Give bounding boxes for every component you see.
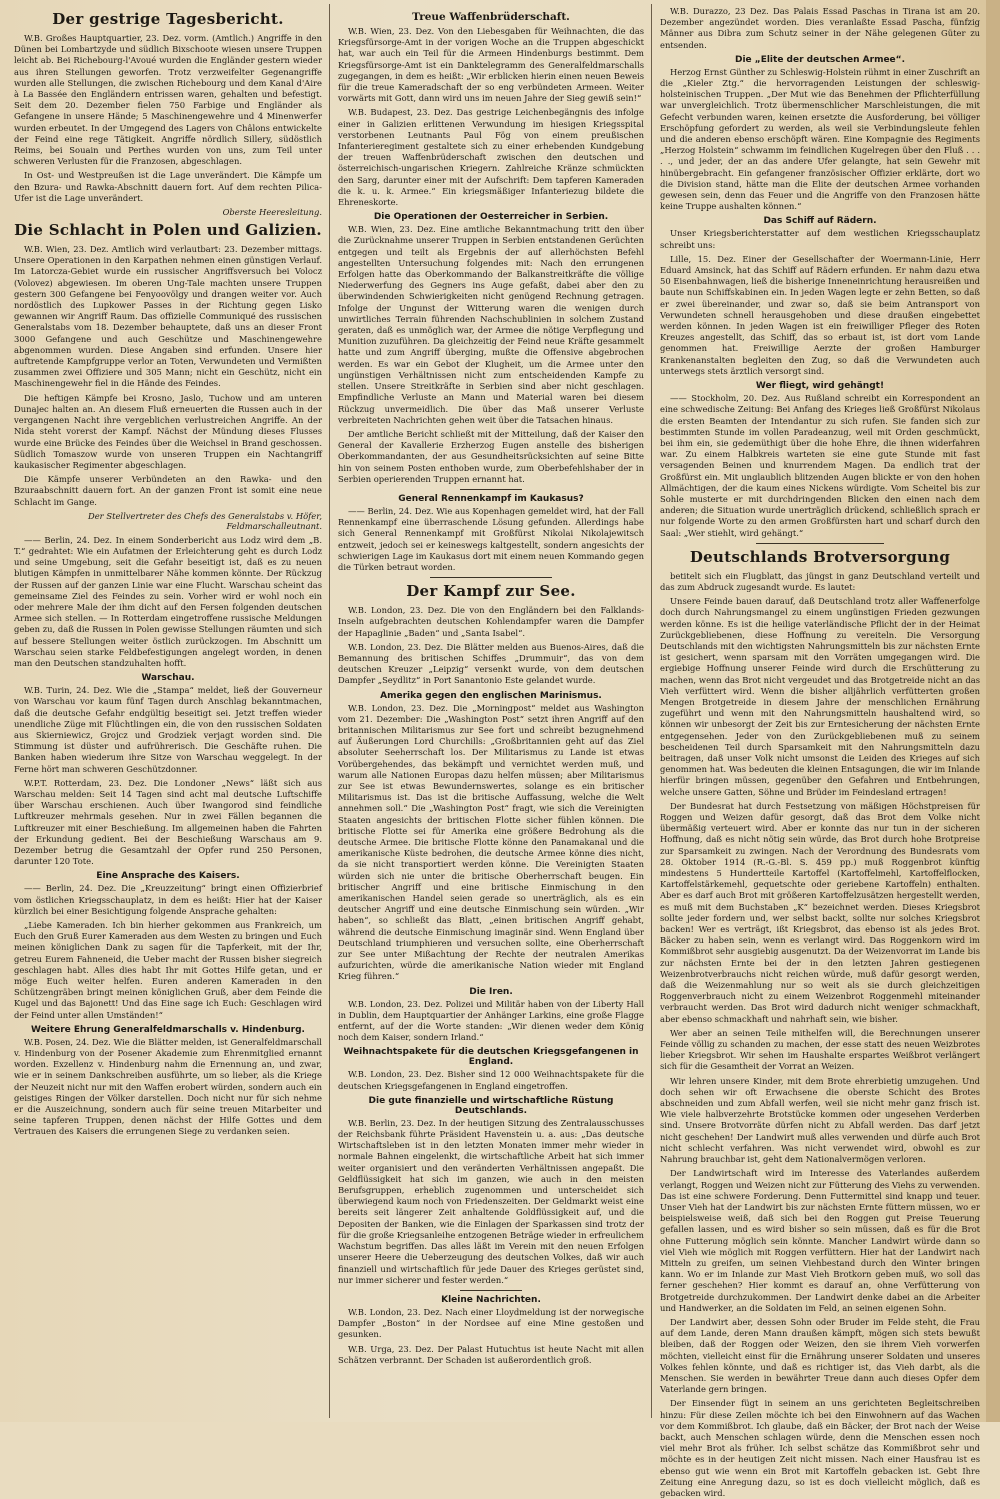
column-middle (338, 6, 644, 1418)
article-paragraph: W.B. Wien, 23. Dez. Eine amtliche Bekanntmachung tritt den über die Zurücknahme unserer Truppen in Serbien entstandenen Gerüchten entgegen und teilt als Ergebnis der auf allerhöchsten Befehl angestellten Untersuchung folgendes mit: Nach den errungenen Erfolgen hatte das Oberkommando der Balkanstreitkräfte die völlige Niederwerfung des Gegners ins Auge gefaßt, dabei aber den zu überwindenden Schwierigkeiten nicht genügend Rechnung getragen. Infolge der Ungunst der Witterung waren die wenigen durch unwirtliches Terrain führenden Nachschublinien in solchem Zustand geraten, daß es unmöglich war, der Armee die nötige Verpflegung und Munition zuzuführen. Da gleichzeitig der Feind neue Kräfte gesammelt hatte und zum Angriff überging, mußte die Offensive abgebrochen werden. Es war ein Gebot der Klugheit, um die Armee unter den ungünstigen Verhältnissen nicht zum entscheidenden Kampfe zu stellen. Unsere Streitkräfte in Serbien sind aber nicht geschlagen. Empfindliche Verluste an Mann und Material waren bei diesem Rückzug unvermeidlich. Die über das Maß unserer Verluste verbreiteten Nachrichten gehen weit über die Tatsachen hinaus. (338, 224, 644, 425)
subheading-kleine-nachrichten: Kleine Nachrichten. (441, 1294, 541, 1305)
article-paragraph: W.B. Wien, 23. Dez. Von den Liebesgaben für Weihnachten, die das Kriegsfürsorge-Amt in der vorigen Woche an die Truppen abgeschickt hat, war auch ein Teil für die Armeen Hindenburgs bestimmt. Dem Kriegsfürsorge-Amt ist ein Danktelegramm des Generalfeldmarschalls zugegangen, in dem es heißt: „Wir erblicken hierin einen neuen Beweis für die treue Kameradschaft der so eng verbündeten Armeen. Weiter vorwärts mit Gott, dann wird uns im neuen Jahre der Sieg gewiß sein!“ (338, 26, 644, 104)
article-paragraph: Wir lehren unsere Kinder, mit dem Brote ehrerbietig umzugehen. Und doch sehen wir oft Erwachsene die oberste Schicht des Brotes abschneiden und zum Abfall werfen, weil sie nicht mehr ganz frisch ist. Wie viele halbverzehrte Brotstücke kommen oder ungesehen Verderben sind. Unsere Brotvorräte dürfen nicht zu Abfall werden. Das darf jetzt nicht geschehen! Der Landwirt muß alles verwenden und dürfe auch Brot nicht schlecht verfahren. Was nicht verwendet wird, obwohl es zur Nahrung brauchbar ist, geht dem Nationalvermögen verloren. (660, 1075, 980, 1165)
article-paragraph: Die heftigen Kämpfe bei Krosno, Jaslo, Tuchow und am unteren Dunajec halten an. An diesem Fluß erneuerten die Russen auch in der vergangenen Nacht ihre vergeblichen verlustreichen Angriffe. An der Nida steht vorerst der Kampf. Nächst der Mündung dieses Flusses wurde eine Brücke des Feindes über die Weichsel in Brand geschossen. Südlich Tomaszow wurde von unseren Truppen ein Nachtangriff kaukasischer Regimenter abgeschlagen. (14, 392, 322, 470)
subheading-elite: Die „Elite der deutschen Armee“. (734, 54, 905, 65)
headline-brotversorgung: Deutschlands Brotversorgung (689, 547, 951, 566)
article-paragraph: W.B. London, 23. Dez. Bisher sind 12 000 Weihnachtspakete für die deutschen Kriegsgefangenen in England eingetroffen. (338, 1069, 644, 1091)
subheading-gehaengt: Wer fliegt, wird gehängt! (755, 381, 885, 392)
headline-schlacht-polen: Die Schlacht in Polen und Galizien. (14, 221, 322, 240)
column-rule (651, 4, 652, 1418)
article-paragraph: Der Einsender fügt in seinem an uns gerichteten Begleitschreiben hinzu: Für diese Zeilen möchte ich bei den Einwohnern auf das Wachen vor dem Kommißbrot. Ich glaube, daß ein Bäcker, der Brot nach der Weise backt, auch Menschen schlagen würde, denn die Menschen essen noch viel mehr Brot als früher. Ich selbst schätze das Kommißbrot sehr und möchte es in der heutigen Zeit nicht missen. Nach einer Hausfrau ist es ebenso gut wie wenn ein Brot mit Kartoffeln gebacken ist. Gebt Ihre Zeitung eine Anregung dazu, so ist es doch vielleicht möglich, daß es gebacken wird. (660, 1398, 980, 1498)
article-paragraph: Die Kämpfe unserer Verbündeten an den Rawka- und den Bzuraabschnitt dauern fort. An der ganzen Front ist somit eine neue Schlacht im Gange. (14, 474, 322, 507)
subheading-schiff: Das Schiff auf Rädern. (763, 216, 877, 227)
signature: Der Stellvertreter des Chefs des Generalstabs v. Höfer, Feldmarschalleutnant. (88, 510, 322, 531)
signature: Oberste Heeresleitung. (222, 207, 322, 218)
article-paragraph: „Liebe Kameraden. Ich bin hierher gekommen aus Frankreich, um Euch den Gruß Eurer Kameraden aus dem Westen zu bringen und Euch meinen königlichen Dank zu sagen für die Tapferkeit, mit der Ihr, getreu Eurem Fahneneid, die Ueber macht der Russen bisher siegreich geschlagen habt. Alles dies habt Ihr mit Gottes Hilfe getan, und er möge Euch weiter helfen. Euren anderen Kameraden in den Schützengräben bringt meinen königlichen Gruß, aber dem Feinde die Kugel und das Bajonett! Und das Eine sage ich Euch: Geschlagen wird der Feind unter allen Umständen!“ (14, 920, 322, 1020)
headline-waffenbruederschaft: Treue Waffenbrüderschaft. (412, 11, 570, 23)
column-right (660, 6, 981, 1498)
article-paragraph: Lille, 15. Dez. Einer der Gesellschafter der Woermann-Linie, Herr Eduard Amsinck, hat das Schiff auf Rädern erfunden. Er nahm dazu etwa 50 Eisenbahnwagen, ließ die bisherige Inneneinrichtung herausreißen und baute nun Schiffskabinen ein. In jeden Wagen legte er zehn Betten, so daß er zwei übereinander, und zwar so, daß sie beim Antransport von Verwundeten schnell herausgehoben und diese draußen eingebettet werden können. In jeden Wagen ist ein freiwilliger Pfleger des Roten Kreuzes angestellt, das Schiff, das so erbaut ist, ist dort vom Lande genommen hat. Freiwillige Aerzte der großen Hamburger Krankenanstalten begleiten den Zug, so daß die Verwundeten auch unterwegs stets ärztlich versorgt sind. (660, 253, 980, 376)
column-rule (329, 4, 330, 1418)
article-paragraph: W.B. Turin, 24. Dez. Wie die „Stampa“ meldet, ließ der Gouverneur von Warschau vor kaum fünf Tagen durch Anschlag bekanntmachen, daß die deutsche Gefahr endgültig beseitigt sei. Jetzt treffen wieder unendliche Züge mit Flüchtlingen ein, die von den russischen Soldaten aus Skierniewicz, Grojcz und Grodziek verjagt worden sind. Die Stimmung ist düster und aufrührerisch. Die Geschäfte ruhen. Die Banken haben wiederum ihre Sitze von Warschau weggelegt. In der Ferne hört man schweren Geschützdonner. (14, 685, 322, 774)
headline-tagesbericht: Der gestrige Tagesbericht. (52, 10, 284, 28)
subheading-weihnachtspakete: Weihnachtspakete für die deutschen Kriegsgefangenen in England. (343, 1047, 639, 1068)
divider (756, 543, 884, 544)
article-paragraph: W.B. London, 23. Dez. Nach einer Lloydmeldung ist der norwegische Dampfer „Boston“ in der Nordsee auf eine Mine gestoßen und gesunken. (338, 1306, 644, 1340)
subheading-amerika: Amerika gegen den englischen Marinismus. (380, 690, 602, 701)
article-paragraph: W.B. Durazzo, 23 Dez. Das Palais Essad Paschas in Tirana ist am 20. Dezember angezündet worden. Dies veranlaßte Essad Pascha, fünfzig Männer aus Dibra zum Schutz seiner in der Nähe gelegenen Güter zu entsenden. (660, 6, 980, 50)
article-paragraph: Der Bundesrat hat durch Festsetzung von mäßigen Höchstpreisen für Roggen und Weizen dafür gesorgt, daß das Brot dem Volke nicht übermäßig verteuert wird. Aber er konnte das nur tun in der sicheren Hoffnung, daß es nicht nötig sein würde, das Brot durch hohe Brotpreise zur Sparsamkeit zu zwingen. Nach der Verordnung des Bundesrats vom 28. Oktober 1914 (R.-G.-Bl. S. 459 pp.) muß Roggenbrot künftig mindestens 5 Hundertteile Kartoffel (Kartoffelmehl, Kartoffelflocken, Kartoffelstärkemehl, gequetschte oder geriebene Kartoffeln) enthalten. Aber es darf auch Brot mit größeren Kartoffelzusätzen hergestellt werden, es muß mit dem Buchstaben „K“ bezeichnet werden. Dieses Kriegsbrot sollte jeder fordern und, wer selbst backt, sollte nur solches Kriegsbrot backen! Wer es verträgt, ißt Kriegsbrot, das ebenso ist als jedes Brot. Bäcker zu haben sein, wenn es verlangt wird. Das Roggenkorn wird im Kommißbrot sehr ausgiebig ausgenutzt. Da der Weizenvorrat im Lande bis zur nächsten Ernte bei der in den letzten Jahren gestiegenen Weizenbrotverbrauchs nicht reichen würde, muß dafür gesorgt werden, daß die Weizenmahlung nur so weit als sie durch gleichzeitigen Roggenverbrauch nicht zu einem Weizenbrot Roggenmehl miteinander verbraucht werden. Das Brot wird dadurch nicht weniger schmackhaft, aber ebenso schmackhaft und nahrhaft sein, wie bisher. (660, 800, 980, 1024)
article-paragraph: —— Berlin, 24. Dez. In einem Sonderbericht aus Lodz wird dem „B. T.“ gedrahtet: Wie ein Aufatmen der Erleichterung geht es durch Lodz und seine Umgebung, seit die Gefahr beseitigt ist, daß es zu neuen blutigen Kämpfen in unmittelbarer Nähe kommen könnte. Der Rückzug der Russen auf der ganzen Linie war eine Flucht. Warschau scheint das gemeinsame Ziel des Feindes zu sein. Vorher wird er wohl noch ein oder mehrere Male der ihm dicht auf den Fersen folgenden deutschen Armee sich stellen. — In Rotterdam eingetroffene russische Meldungen geben zu, daß die Russen in Polen gewisse Stellungen räumten und sich auf bessere Stellungen weiter östlich zurückzogen. Im Abschnitt um Warschau seien starke Feldbefestigungen angelegt worden, in denen man den Deutschen standzuhalten hofft. (14, 534, 322, 668)
subheading-hindenburg: Weitere Ehrung Generalfeldmarschalls v. Hindenburg. (31, 1024, 305, 1035)
subheading-ansprache: Eine Ansprache des Kaisers. (96, 871, 240, 882)
article-paragraph: —— Berlin, 24. Dez. Wie aus Kopenhagen gemeldet wird, hat der Fall Rennenkampf eine überraschende Lösung gefunden. Allerdings habe sich General Rennenkampf mit Großfürst Nikolai Nikolajewitsch entzweit, jedoch sei er keineswegs kaltgestellt, sondern angesichts der schwierigen Lage im Kaukasus dort mit einem neuen Kommando gegen die Türken betraut worden. (338, 505, 644, 572)
subheading-iren: Die Iren. (469, 986, 513, 997)
article-paragraph: W.B. Wien, 23. Dez. Amtlich wird verlautbart: 23. Dezember mittags. Unsere Operationen in den Karpathen nehmen einen günstigen Verlauf. Im Latorcza-Gebiet wurde ein russischer Angriffsversuch bei Volocz (Volovez) abgewiesen. Im oberen Ung-Tale machten unsere Truppen gestern 300 Gefangene bei Fenyoovölgy und drangen weiter vor. Auch nordöstlich des Lupkower Passes in der Richtung gegen Lisko gewannen wir Angriff Raum. Das offizielle Communiqué des russischen Generalstabs vom 18. Dezember behauptete, daß uns an dieser Front 3000 Gefangene und auch Geschütze und Maschinengewehre abgenommen wurden. Diese Angaben sind erfunden. Unsere hier auftretende Kampfgruppe verlor an Toten, Verwundeten und Vermißten zusammen zwei Offiziere und 305 Mann; nicht ein Geschütz, nicht ein Maschinengewehr fiel in die Hände des Feindes. (14, 244, 322, 389)
headline-kampf-see: Der Kampf zur See. (406, 582, 576, 601)
article-paragraph: Unsere Feinde bauen darauf, daß Deutschland trotz aller Waffenerfolge doch durch Nahrungsmangel zu einem ungünstigen Frieden gezwungen werden könne. Es ist die heilige vaterländische Pflicht der in der Heimat Zurückgebliebenen, diese Hoffnung zu vereiteln. Die Versorgung Deutschlands mit den wichtigsten Nahrungsmitteln bis zur nächsten Ernte ist gesichert, wenn sparsam mit den Vorräten umgegangen wird. Die ergiebige Hoffnung unserer Feinde wird durch die Erschütterung zu machen, wenn das Brot nicht vergeudet und das Brotgetreide nicht an das Vieh verfüttert wird. Wenn die bisher alljährlich verfütterten großen Mengen Brotgetreide in diesem Jahre der menschlichen Ernährung zugeführt und wenn mit den Nahrungsmitteln haushaltend wird, so können wir unbesorgt der Zeit bis zur Erntesicherung der nächsten Ernte entgegensehen. Jeder von den Zurückgebliebenen muß zu seinem bescheidenen Teil durch Sparsamkeit mit den Nahrungsmitteln dazu beitragen, daß unser Volk nicht umsonst die Leiden des Krieges auf sich genommen hat. Was bedeuten die kleinen Entsagungen, die wir im Inlande hierfür bringen müssen, gegenüber den Gefahren und Entbehrungen, welche unsere Gatten, Söhne und Brüder im Feindesland ertragen! (660, 596, 980, 797)
article-paragraph: W.P.T. Rotterdam, 23. Dez. Die Londoner „News“ läßt sich aus Warschau melden: Seit 14 Tagen sind acht mal deutsche Luftschiffe über Warschau erschienen. Auch über Iwangorod sind feindliche Luftkreuzer mehrmals gesehen. Nur in zwei Fällen begannen die Luftkreuzer mit einer Beschießung. Im allgemeinen haben die Fahrten der Erkundung gedient. Bei der Beschießung Warschaus am 9. Dezember betrug die Gesamtzahl der Opfer rund 250 Personen, darunter 120 Tote. (14, 777, 322, 867)
article-paragraph: Der amtliche Bericht schließt mit der Mitteilung, daß der Kaiser den General der Kavallerie Erzherzog Eugen anstelle des bisherigen Oberkommandanten, der aus Gesundheitsrücksichten auf seine Bitte hin von seinem Posten enthoben wurde, zum Oberbefehlshaber der in Serbien operierenden Truppen ernannt hat. (338, 428, 644, 484)
subheading-rennenkampf: General Rennenkampf im Kaukasus? (398, 493, 584, 504)
article-paragraph: Herzog Ernst Günther zu Schleswig-Holstein rühmt in einer Zuschrift an die „Kieler Ztg.“ die hervorragenden Leistungen der schleswig-holsteinischen Truppen. „Der Mut wie das Benehmen der Pflichterfüllung war unvergleichlich. Trotz übermenschlicher Marschleistungen, die mit Gefecht verbunden waren, keinen ersetzte die Ausforderung, bei völliger Erschöpfung gefordert zu werden, als weil sie Verbindungsleute fehlen und die anderen ebenso erschöpft wären. Eine Kompagnie des Regiments „Herzog Holstein“ schwamm im feindlichen Kugelregen über den Fluß . . . . ., und jeder, der an das andere Ufer gelangte, hat sein Gewehr mit hinübergebracht. Ein gefangener französischer Offizier erklärte, dort wo die Division stand, hätte man die Elite der deutschen Armee vorhanden gewesen sein, denn das Feuer und die Angriffe von den Franzosen hätte keine Truppe aushalten können.“ (660, 66, 981, 212)
article-paragraph: betitelt sich ein Flugblatt, das jüngst in ganz Deutschland verteilt und das zum Abdruck zugesandt wurde. Es lautet: (660, 570, 980, 592)
article-paragraph: W.B. London, 23. Dez. Polizei und Militär haben von der Liberty Hall in Dublin, dem Hauptquartier der Anhänger Larkins, eine große Flagge entfernt, auf der die Worte standen: „Wir dienen weder dem König noch dem Kaiser, sondern Irland.“ (338, 998, 644, 1043)
page-edge (986, 0, 1000, 1422)
article-paragraph: W.B. London, 23. Dez. Die von den Engländern bei den Falklands-Inseln aufgebrachten deutschen Kohlendampfer waren die Dampfer der Hapaglinie „Baden“ und „Santa Isabel“. (338, 605, 644, 638)
article-paragraph: Der Landwirt aber, dessen Sohn oder Bruder im Felde steht, die Frau auf dem Lande, deren Mann draußen kämpft, mögen sich stets bewußt bleiben, daß der Roggen oder Weizen, den sie ihrem Vieh vorwerfen möchten, vielleicht einst für die Ernährung unserer Soldaten und unseres Volkes fehlen könnte, und daß es richtiger ist, das Vieh darbt, als die Menschen. Sie werden in bewährter Treue dann auch dieses Opfer dem Vaterlande gern bringen. (660, 1316, 980, 1395)
column-left (14, 6, 322, 1418)
article-paragraph: W.B. Großes Hauptquartier, 23. Dez. vorm. (Amtlich.) Angriffe in den Dünen bei Lombartzyde und südlich Bixschoote wiesen unsere Truppen leicht ab. Bei Richebourg-l'Avoué wurden die Engländer gestern wieder aus ihren Stellungen geworfen. Trotz verzweifelter Gegenangriffe wurden alle Stellungen, die zwischen Richebourg und dem Kanal d'Aire à La Bassée den Engländern entrissen waren, gehalten und befestigt. Seit dem 20. Dezember fielen 750 Farbige und Engländer als Gefangene in unsere Hände; 5 Maschinengewehre und 4 Minenwerfer wurden erbeutet. In der Umgegend des Lagers von Châlons entwickelte der Feind eine rege Tätigkeit. Angriffe nördlich Sillery, südöstlich Reims, bei Souain und Perthes wurden von uns, zum Teil unter schweren Verlusten für die Franzosen, abgeschlagen. (14, 33, 322, 167)
article-paragraph: W.B. London, 23. Dez. Die „Morningpost“ meldet aus Washington vom 21. Dezember: Die „Washington Post“ setzt ihren Angriff auf den britannischen Militarismus zur See fort und schreibt bezugnehmend auf Äußerungen Lord Churchills: „Großbritannien geht auf das Ziel absoluter Seeherrschaft los. Der Militarismus zu Lande ist etwas Vorübergehendes, das bekämpft und vernichtet werden muß, und warum alle Nationen Europas dazu helfen müssen; aber Militarismus zur See ist etwas Bewundernswertes, solange es ein britischer Militarismus ist. Das ist die britische Auffassung, welche die Welt annehmen soll.“ Die „Washington Post“ fragt, wie sich die Vereinigten Staaten angesichts der britischen Flotte sicher fühlen können. Die britische Flotte sei für Amerika eine größere Bedrohung als die deutsche Armee. Die britische Flotte könne den Panamakanal und die amerikanische Küste bedrohen, die deutsche Armee könne dies nicht, da sie nicht transportiert werden könne. Die Vereinigten Staaten würden sich nie unter die britische Oberherrschaft beugen. Ein britischer Angriff und eine britische Einmischung in den amerikanischen Handel seien gerade so unerträglich, als es ein deutscher Angriff und eine deutsche Einmischung sein würden. „Wir haben“, so schließt das Blatt, „einen britischen Angriff gehabt, während die deutsche Einmischung imaginär sind. Wenn England über Deutschland triumphieren und versuchen sollte, eine Oberherrschaft zur See unter Mißachtung der Rechte der neutralen Amerikas aufzurichten, würde die amerikanische Nation wieder mit England Krieg führen.“ (338, 702, 644, 982)
divider (460, 1290, 521, 1291)
article-paragraph: W.B. Budapest, 23. Dez. Das gestrige Leichenbegängnis des infolge einer in Galizien erlittenen Verwundung im hiesigen Kriegsspital verstorbenen Leutnants Paul Fög von einem preußischen Infanterieregiment gestaltete sich zu einer erhebenden Kundgebung der treuen Waffenbrüderschaft zwischen den deutschen und österreichisch-ungarischen Kriegern. Zahlreiche Kränze schmückten den Sarg, darunter einer mit der Aufschrift: Dem tapferen Kameraden die k. u. k. Armee.“ Ein kriegsmäßiger Infanteriezug bildete die Ehreneskorte. (338, 107, 644, 208)
article-paragraph: —— Berlin, 24. Dez. Die „Kreuzzeitung“ bringt einen Offizierbrief vom östlichen Kriegsschauplatz, in dem es heißt: Hier hat der Kaiser kürzlich bei einer Besichtigung folgende Ansprache gehalten: (14, 883, 322, 916)
subheading-ruestung: Die gute finanzielle und wirtschaftliche Rüstung Deutschlands. (368, 1095, 614, 1116)
subheading-warschau: Warschau. (141, 673, 195, 684)
article-paragraph: Unser Kriegsberichterstatter auf dem westlichen Kriegsschauplatz schreibt uns: (660, 228, 980, 250)
article-paragraph: W.B. Berlin, 23. Dez. In der heutigen Sitzung des Zentralausschusses der Reichsbank führte Präsident Havenstein u. a. aus: „Das deutsche Wirtschaftsleben ist in den letzten Monaten immer mehr wieder in normale Bahnen eingelenkt, die wirtschaftliche Arbeit hat sich immer weiter organisiert und den veränderten Verhältnissen angepaßt. Die Geldflüssigkeit hat sich im ganzen, wie auch in den meisten Berufsgruppen, erheblich zugenommen und unterscheidet sich überwiegend kaum noch von Friedenszeiten. Der Geldmarkt weist eine bereits seit längerer Zeit anhaltende Goldflüssigkeit auf, und die Depositen der Banken, wie die Einlagen der Sparkassen sind trotz der für die große Kriegsanleihe entzogenen Beträge wieder in erfreulichem Wachstum begriffen. Das alles läßt im Verein mit den neuen Erfolgen unserer Heere die Ueberzeugung des deutschen Volkes, daß wir auch finanziell und wirtschaftlich für jede Dauer des Krieges gerüstet sind, nur immer sicherer und fester werden.“ (338, 1117, 644, 1285)
divider (430, 577, 552, 578)
subheading-serbien: Die Operationen der Oesterreicher in Serbien. (373, 212, 609, 223)
article-paragraph: W.B. London, 23. Dez. Die Blätter melden aus Buenos-Aires, daß die Bemannung des britischen Schiffes „Drummuir“, das von dem deutschen Kreuzer „Leipzig“ versenkt wurde, von dem deutschen Dampfer „Seydlitz“ in Port Sanantonio Este gelandet wurde. (338, 641, 644, 686)
article-paragraph: W.B. Posen, 24. Dez. Wie die Blätter melden, ist Generalfeldmarschall v. Hindenburg von der Posener Akademie zum Ehrenmitglied ernannt worden. Exzellenz v. Hindenburg nahm die Ernennung an, und zwar, wie er in seinem Dankschreiben ausführte, um so lieber, als die Kriege der Neuzeit nicht nur mit den Waffen erobert würden, sondern auch ein geistiges Ringen der Völker darstellen. Doch nicht nur für sich nehme er die Auszeichnung, sondern auch für seine treuen Mitarbeiter und seine tapferen Truppen, denen nächst der Hilfe Gottes und dem Vertrauen des Kaisers die errungenen Siege zu verdanken seien. (14, 1036, 322, 1137)
article-paragraph: Wer aber an seinen Teile mithelfen will, die Berechnungen unserer Feinde völlig zu schanden zu machen, der esse statt des neuen Weizbrotes lieber Kriegsbrot. Wir sehen im Haushalte erspartes Weißbrot verlängert sich für die Gesamtheit der Vorrat an Weizen. (660, 1027, 980, 1072)
article-paragraph: W.B. Urga, 23. Dez. Der Palast Hutuchtus ist heute Nacht mit allen Schätzen verbrannt. Der Schaden ist außerordentlich groß. (338, 1343, 644, 1365)
article-paragraph: —— Stockholm, 20. Dez. Aus Rußland schreibt ein Korrespondent an eine schwedische Zeitung: Bei Anfang des Krieges ließ Großfürst Nikolaus die ersten Beamten der Intendantur zu sich rufen. Sie fanden sich zur bestimmten Stunde im vollen Paradeanzug, weil mit Orden geschmückt, bei ihm ein, sie gedemüthigt über die hohe Ehre, die ihnen widerfahren war. Zu einem Halbkreis warteten sie eine gute Stunde mit fast versagenden Beinen und knurrendem Magen. Da endlich trat der Großfürst ein. Mit unglaublich blitzenden Augen blickte er von den hohen Allmächtigen, der die kaum eines Nickens würdigte. Vom Scheitel bis zur Sohle musterte er mit durchdringenden Blicken den einen nach dem anderen; die Situation wurde unerträglich drückend, schließlich sprach er nur folgende Worte zu den armen Großfürsten hart und scharf durch den Saal: „Wer stiehlt, wird gehängt.“ (660, 393, 980, 538)
divider (460, 489, 521, 490)
article-paragraph: Der Landwirtschaft wird im Interesse des Vaterlandes außerdem verlangt, Roggen und Weizen nicht zur Fütterung des Viehs zu verwenden. Das ist eine schwere Forderung. Denn Futtermittel sind knapp und teuer. Unser Vieh hat der Landwirt bis zur nächsten Ernte füttern müssen, wo er beispielsweise weiß, daß sich bei den Roggen gut Preise Teuerung gefallen lassen, und es wird bisher so sein müssen, daß es für die Brot ohne Futterung möglich sein könnte. Mancher Landwirt würde dann so viel Vieh wie möglich mit Roggen verfüttern. Hier hat der Landwirt nach Mitteln zu greifen, um seinen Viehbestand durch den Winter bringen kann. Wo er im Inlande zur Mast Vieh Brotkorn geben muß, wo soll das ferner geschehen? Hier kommt es darauf an, ohne Verfütterung von Brotgetreide durchzukommen. Der Landwirt denke dabei an die Arbeiter und Handwerker, an die Soldaten im Feld, an seinen eigenen Sohn. (660, 1168, 980, 1313)
article-paragraph: In Ost- und Westpreußen ist die Lage unverändert. Die Kämpfe um den Bzura- und Rawka-Abschnitt dauern fort. Auf dem rechten Pilica-Ufer ist die Lage unverändert. (14, 170, 322, 203)
